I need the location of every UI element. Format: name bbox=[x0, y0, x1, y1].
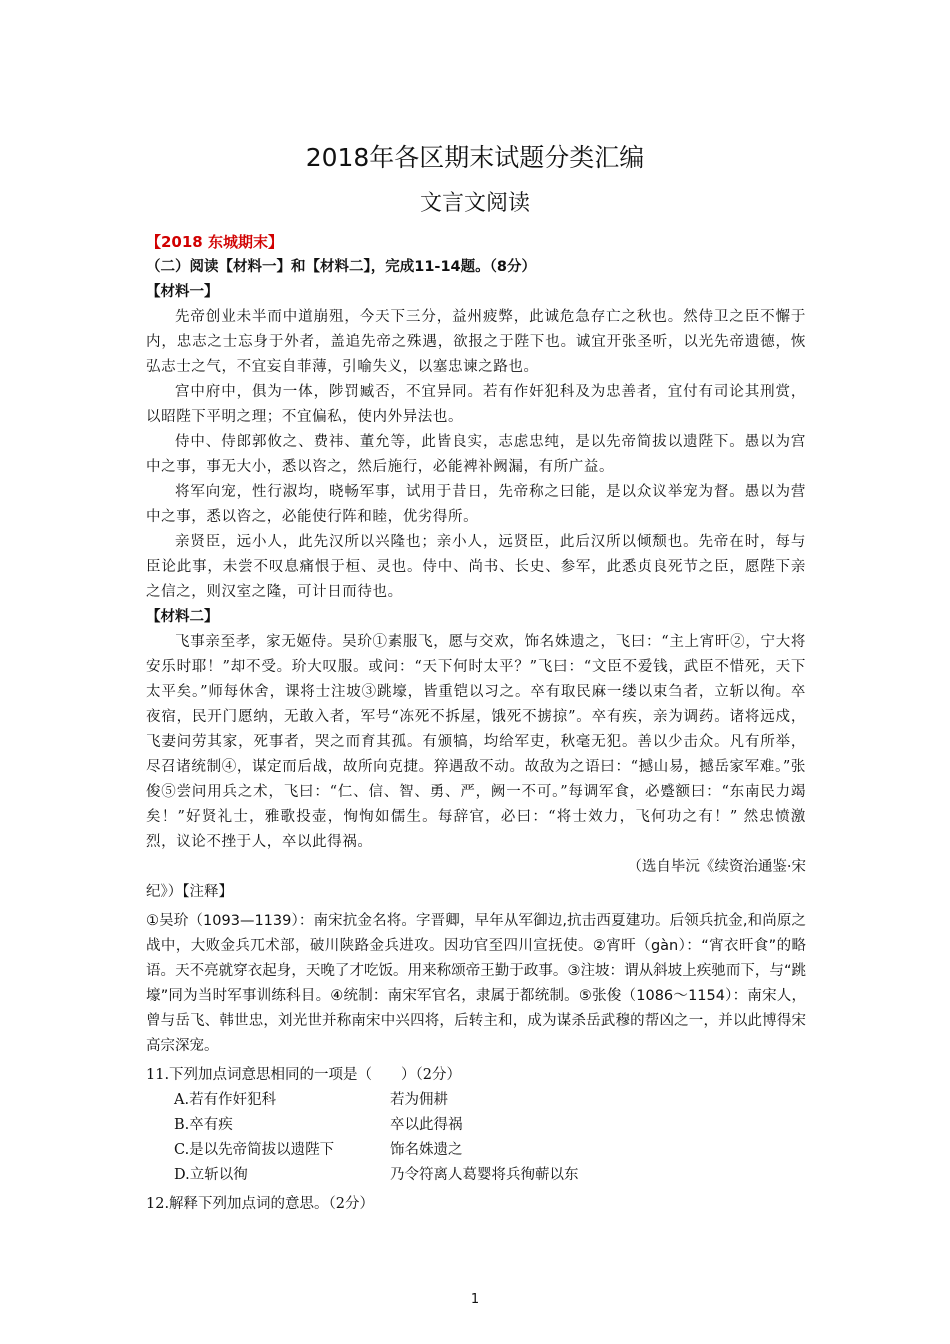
option-row bbox=[146, 1113, 806, 1138]
material-two-paragraph: 飞事亲至孝，家无姬侍。吴玠①素服飞，愿与交欢，饰名姝遗之，飞曰：“主上宵旰②，宁大将安乐时耶！”却不受。玠大叹服。或问：“天下何时太平？”飞曰：“文臣不爱钱，武臣不惜死，天下太平矣。”师每休舍，课将士注坡③跳壕，皆重铠以习之。卒有取民麻一缕以束刍者，立斩以徇。卒夜宿，民开门愿纳，无敢入者，军号“冻死不拆屋，饿死不掳掠”。卒有疾，亲为调药。诸将远戍，飞妻问劳其家，死事者，哭之而育其孤。有颁犒，均给军吏，秋毫无犯。善以少击众。凡有所举，尽召诸统制④，谋定而后战，故所向克捷。猝遇敌不动。故敌为之语曰：“撼山易，撼岳家军难。”张俊⑤尝问用兵之术，飞曰：“仁、信、智、勇、严，阙一不可。”每调军食，必蹙额曰：“东南民力竭矣！”好贤礼士，雅歌投壶，恂恂如儒生。每辞官，必曰：“将士效力，飞何功之有！” 然忠愤激烈，议论不挫于人，卒以此得祸。 bbox=[146, 634, 806, 850]
question-instruction: （二）阅读【材料一】和【材料二】，完成11-14题。（8分） bbox=[146, 259, 536, 275]
document-body bbox=[146, 230, 806, 1217]
annotations: ①吴玠（1093—1139）：南宋抗金名将。字晋卿，早年从军御边,抗击西夏建功。后领兵抗金,和尚原之战中，大败金兵兀术部，破川陕路金兵进攻。因功官至四川宣抚使。②宵旰（gàn）：“宵衣旰食”的略语。天不亮就穿衣起身，天晚了才吃饭。用来称颂帝王勤于政事。③注坡：谓从斜坡上疾驰而下，与“跳壕”同为当时军事训练科目。④统制：南宋军官名，隶属于都统制。⑤张俊（1086～1154）：南宋人，曾与岳飞、韩世忠，刘光世并称南宋中兴四将，后转主和，成为谋杀岳武穆的帮凶之一，并以此博得宋高宗深宠。 bbox=[146, 913, 806, 1054]
option-left: A.若有作奸犯科 bbox=[174, 1092, 277, 1108]
option-right: 乃令符离人葛婴将兵徇蕲以东 bbox=[390, 1167, 579, 1183]
material-two-label: 【材料二】 bbox=[146, 609, 219, 625]
page-number: 1 bbox=[470, 1292, 480, 1307]
option-left: C.是以先帝简拔以遗陛下 bbox=[174, 1142, 335, 1158]
page-title: 2018年各区期末试题分类汇编 bbox=[305, 143, 645, 172]
material-one-paragraph: 侍中、侍郎郭攸之、费祎、董允等，此皆良实，志虑忠纯，是以先帝简拔以遗陛下。愚以为宫中之事，事无大小，悉以咨之，然后施行，必能裨补阙漏，有所广益。 bbox=[146, 434, 806, 475]
exam-tag: 【2018 东城期末】 bbox=[146, 233, 283, 251]
option-row bbox=[146, 1163, 806, 1188]
question-12: 12.解释下列加点词的意思。（2分） bbox=[146, 1196, 375, 1212]
option-right: 饰名姝遗之 bbox=[390, 1142, 463, 1158]
option-row bbox=[146, 1088, 806, 1113]
page-subtitle: 文言文阅读 bbox=[419, 191, 530, 216]
question-11: 11.下列加点词意思相同的一项是（ ）（2分） bbox=[146, 1067, 462, 1083]
source-line-1: （选自毕沅《续资治通鉴·宋 bbox=[627, 859, 806, 875]
option-row bbox=[146, 1138, 806, 1163]
option-left: D.立斩以徇 bbox=[174, 1167, 248, 1183]
material-one-paragraph: 将军向宠，性行淑均，晓畅军事，试用于昔日，先帝称之曰能，是以众议举宠为督。愚以为营中之事，悉以咨之，必能使行阵和睦，优劣得所。 bbox=[146, 484, 806, 525]
material-one-paragraph: 宫中府中，俱为一体，陟罚臧否，不宜异同。若有作奸犯科及为忠善者，宜付有司论其刑赏，以昭陛下平明之理；不宜偏私，使内外异法也。 bbox=[146, 384, 806, 425]
option-right: 卒以此得祸 bbox=[390, 1117, 463, 1133]
source-line-2: 纪》）【注释】 bbox=[146, 884, 233, 900]
source-citation bbox=[146, 855, 806, 905]
material-one-label: 【材料一】 bbox=[146, 284, 219, 300]
option-left: B.卒有疾 bbox=[174, 1117, 233, 1133]
option-right: 若为佣耕 bbox=[390, 1092, 448, 1108]
material-one-paragraph: 先帝创业未半而中道崩殂，今天下三分，益州疲弊，此诚危急存亡之秋也。然侍卫之臣不懈于内，忠志之士忘身于外者，盖追先帝之殊遇，欲报之于陛下也。诚宜开张圣听，以光先帝遗德，恢弘志士之气，不宜妄自菲薄，引喻失义，以塞忠谏之路也。 bbox=[146, 309, 806, 375]
material-one-paragraph: 亲贤臣，远小人，此先汉所以兴隆也；亲小人，远贤臣，此后汉所以倾颓也。先帝在时，每与臣论此事，未尝不叹息痛恨于桓、灵也。侍中、尚书、长史、参军，此悉贞良死节之臣，愿陛下亲之信之，则汉室之隆，可计日而待也。 bbox=[146, 534, 806, 600]
